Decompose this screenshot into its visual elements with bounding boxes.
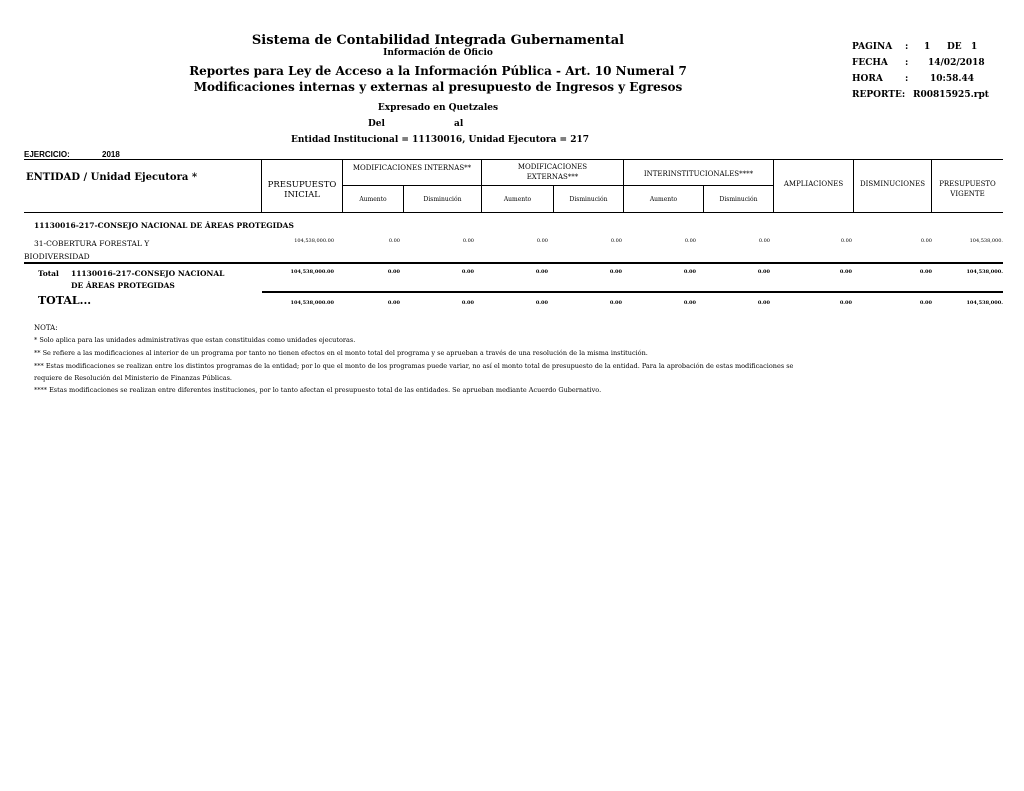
reporte-value: R00815925.rpt <box>913 90 989 100</box>
sub-aumento-internas: Aumento <box>359 196 387 203</box>
program-line-1: 31-COBERTURA FORESTAL Y <box>34 239 150 248</box>
program-presupuesto-inicial: 104,538,000.00 <box>294 238 334 244</box>
header-top-rule <box>24 159 1003 160</box>
program-aumento-externas: 0.00 <box>536 238 548 244</box>
total-ampliaciones: 0.00 <box>839 269 852 275</box>
grand-total-presupuesto-vigente: 104,538,000. <box>966 300 1003 306</box>
col-disminuciones: DISMINUCIONES <box>859 180 926 188</box>
note-3b: requiere de Resolución del Ministerio de Finanzas Públicas. <box>34 374 232 382</box>
total-top-rule <box>24 262 1003 264</box>
hora-label: HORA <box>852 74 883 84</box>
col-presupuesto-inicial-2: INICIAL <box>284 190 320 200</box>
total-disminucion-externas: 0.00 <box>609 269 622 275</box>
grand-total-disminucion-inter: 0.00 <box>757 300 770 306</box>
pagina-colon: : <box>905 42 909 52</box>
pagina-label: PAGINA <box>852 42 893 52</box>
entity-name-row: 11130016-217-CONSEJO NACIONAL DE ÁREAS PROTEGIDAS <box>34 221 294 230</box>
program-ampliaciones: 0.00 <box>840 238 852 244</box>
grand-total-disminucion-externas: 0.00 <box>609 300 622 306</box>
program-aumento-internas: 0.00 <box>388 238 400 244</box>
program-presupuesto-vigente: 104,538,000. <box>969 238 1003 244</box>
note-1: * Solo aplica para las unidades administrativas que estan constituidas como unidades ejecutoras. <box>34 336 356 344</box>
col-entidad: ENTIDAD / Unidad Ejecutora * <box>26 172 198 183</box>
program-disminucion-inter: 0.00 <box>758 238 770 244</box>
grand-total-aumento-internas: 0.00 <box>387 300 400 306</box>
total-aumento-internas: 0.00 <box>387 269 400 275</box>
header-bottom-rule <box>24 212 1003 213</box>
col-presupuesto-vigente-1: PRESUPUESTO <box>939 180 996 188</box>
total-disminucion-inter: 0.00 <box>757 269 770 275</box>
grand-total-label: TOTAL... <box>38 294 92 307</box>
date-to-label: al <box>454 119 464 129</box>
total-presupuesto-vigente: 104,538,000. <box>966 269 1003 275</box>
col-presupuesto-inicial-1: PRESUPUESTO <box>267 180 337 190</box>
pagina-value: 1 <box>924 42 931 52</box>
sub-disminucion-inter: Disminución <box>719 196 758 203</box>
program-line-2: BIODIVERSIDAD <box>24 252 90 261</box>
total-entity-line-2: DE ÁREAS PROTEGIDAS <box>71 281 175 290</box>
total-disminuciones: 0.00 <box>919 269 932 275</box>
fecha-label: FECHA <box>852 58 888 68</box>
note-4: **** Estas modificaciones se realizan entre diferentes instituciones, por lo tanto afectan el presupuesto total de las entidades. Se aprueban mediante Acuerdo Gubernativo. <box>34 386 602 394</box>
grand-total-disminuciones: 0.00 <box>919 300 932 306</box>
grand-total-aumento-inter: 0.00 <box>683 300 696 306</box>
report-title-1: Reportes para Ley de Acceso a la Información Pública - Art. 10 Numeral 7 <box>189 64 687 78</box>
report-title-2: Modificaciones internas y externas al presupuesto de Ingresos y Egresos <box>193 80 683 94</box>
de-value: 1 <box>971 42 978 52</box>
program-aumento-inter: 0.00 <box>684 238 696 244</box>
col-presupuesto-vigente-2: VIGENTE <box>950 190 985 198</box>
grand-total-rule <box>262 291 1003 293</box>
col-interinstitucionales: INTERINSTITUCIONALES**** <box>643 170 754 178</box>
sub-aumento-inter: Aumento <box>649 196 678 203</box>
reporte-label: REPORTE: <box>852 90 906 100</box>
de-label: DE <box>947 42 962 52</box>
total-presupuesto-inicial: 104,538,000.00 <box>290 269 334 275</box>
header-mid-rule <box>342 185 773 186</box>
report-subtitle: Información de Oficio <box>383 48 493 58</box>
note-3a: *** Estas modificaciones se realizan entre los distintos programas de la entidad; por lo que el monto de los programas puede variar, no así el monto total de presupuesto de la entidad. Para la aprobación de estas modificaciones se <box>34 362 794 370</box>
total-aumento-inter: 0.00 <box>683 269 696 275</box>
sub-disminucion-externas: Disminución <box>569 196 608 203</box>
grand-total-ampliaciones: 0.00 <box>839 300 852 306</box>
grand-total-disminucion-internas: 0.00 <box>461 300 474 306</box>
total-aumento-externas: 0.00 <box>535 269 548 275</box>
notes-title: NOTA: <box>34 324 58 332</box>
fecha-value: 14/02/2018 <box>928 58 985 68</box>
total-disminucion-internas: 0.00 <box>461 269 474 275</box>
date-from-label: Del <box>368 119 385 129</box>
col-ampliaciones: AMPLIACIONES <box>783 180 844 188</box>
ejercicio-label: EJERCICIO: <box>24 150 70 159</box>
program-disminuciones: 0.00 <box>920 238 932 244</box>
program-disminucion-internas: 0.00 <box>462 238 474 244</box>
col-mod-externas-2: EXTERNAS*** <box>526 173 579 181</box>
total-label: Total <box>38 269 59 278</box>
note-2: ** Se refiere a las modificaciones al interior de un programa por tanto no tienen efectos en el monto total del programa y se aprueban a través de una resolución de la misma institución. <box>34 349 648 357</box>
fecha-colon: : <box>905 58 909 68</box>
col-divider <box>623 159 624 212</box>
col-mod-externas-1: MODIFICACIONES <box>517 163 588 171</box>
grand-total-presupuesto-inicial: 104,538,000.00 <box>290 300 334 306</box>
ejercicio-value: 2018 <box>102 150 120 159</box>
sub-disminucion-internas: Disminución <box>423 196 462 203</box>
hora-colon: : <box>905 74 909 84</box>
total-entity-line-1: 11130016-217-CONSEJO NACIONAL <box>71 269 225 278</box>
program-disminucion-externas: 0.00 <box>610 238 622 244</box>
expressed-in: Expresado en Quetzales <box>377 103 499 113</box>
grand-total-aumento-externas: 0.00 <box>535 300 548 306</box>
entity-filter-line: Entidad Institucional = 11130016, Unidad Ejecutora = 217 <box>290 135 590 145</box>
col-mod-internas: MODIFICACIONES INTERNAS** <box>352 164 472 172</box>
sub-aumento-externas: Aumento <box>503 196 532 203</box>
system-title: Sistema de Contabilidad Integrada Gubernamental <box>251 33 625 48</box>
hora-value: 10:58.44 <box>930 74 975 84</box>
